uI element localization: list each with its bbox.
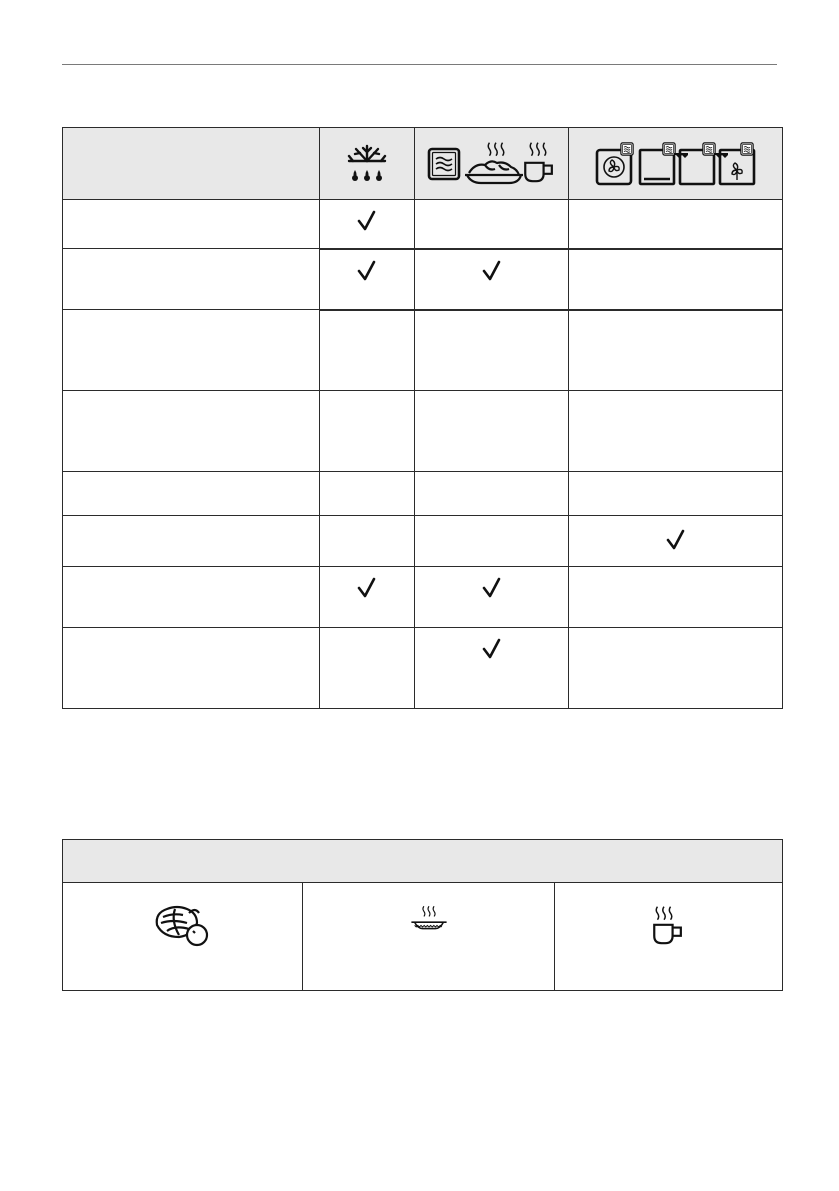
oven-check-cell bbox=[569, 628, 783, 709]
functions-table-row bbox=[63, 628, 783, 709]
row-label bbox=[63, 472, 320, 516]
functions-table-row bbox=[63, 249, 783, 310]
microwave-reheat-icon bbox=[425, 141, 559, 187]
check-icon bbox=[482, 638, 502, 660]
oven-check-cell bbox=[569, 472, 783, 516]
cup-drink-cell bbox=[555, 883, 783, 991]
plate-dish-cell bbox=[303, 883, 555, 991]
oven-check-cell bbox=[569, 516, 783, 567]
functions-table-row bbox=[63, 310, 783, 391]
oven-check-cell bbox=[569, 200, 783, 249]
header-label-cell bbox=[63, 128, 320, 200]
microwave-check-cell bbox=[415, 567, 569, 628]
microwave-check-cell bbox=[415, 391, 569, 472]
row-label bbox=[63, 200, 320, 249]
cup-drink-icon bbox=[649, 903, 689, 947]
defrost-check-cell bbox=[320, 200, 415, 249]
oven-check-cell bbox=[569, 567, 783, 628]
row-label bbox=[63, 628, 320, 709]
functions-table-row bbox=[63, 200, 783, 249]
oven-check-cell bbox=[569, 391, 783, 472]
functions-table bbox=[62, 127, 783, 709]
header-microwave-reheat-cell bbox=[415, 128, 569, 200]
top-rule bbox=[62, 64, 777, 65]
microwave-check-cell bbox=[415, 249, 569, 310]
check-icon bbox=[482, 260, 502, 282]
food-type-table bbox=[62, 839, 783, 991]
food-type-row bbox=[63, 883, 783, 991]
food-type-table-header bbox=[63, 840, 783, 883]
header-defrost-cell bbox=[320, 128, 415, 200]
header-oven-functions-cell bbox=[569, 128, 783, 200]
functions-table-header bbox=[63, 128, 783, 200]
check-icon bbox=[357, 210, 377, 232]
microwave-check-cell bbox=[415, 516, 569, 567]
defrost-check-cell bbox=[320, 249, 415, 310]
food-type-header bbox=[63, 840, 783, 883]
defrost-check-cell bbox=[320, 567, 415, 628]
microwave-check-cell bbox=[415, 310, 569, 391]
oven-check-cell bbox=[569, 249, 783, 310]
vegetables-cell bbox=[63, 883, 303, 991]
defrost-icon bbox=[345, 142, 389, 186]
check-icon bbox=[357, 260, 377, 282]
row-label bbox=[63, 516, 320, 567]
defrost-check-cell bbox=[320, 516, 415, 567]
row-label bbox=[63, 249, 320, 310]
check-icon bbox=[482, 577, 502, 599]
check-icon bbox=[357, 577, 377, 599]
plate-dish-icon bbox=[406, 905, 452, 937]
defrost-check-cell bbox=[320, 472, 415, 516]
microwave-check-cell bbox=[415, 628, 569, 709]
functions-table-row bbox=[63, 391, 783, 472]
oven-functions-icon bbox=[594, 140, 758, 188]
functions-table-row bbox=[63, 567, 783, 628]
vegetables-icon bbox=[153, 903, 213, 947]
defrost-check-cell bbox=[320, 628, 415, 709]
row-label bbox=[63, 310, 320, 391]
row-label bbox=[63, 391, 320, 472]
microwave-check-cell bbox=[415, 200, 569, 249]
check-icon bbox=[666, 529, 686, 551]
defrost-check-cell bbox=[320, 310, 415, 391]
defrost-check-cell bbox=[320, 391, 415, 472]
microwave-check-cell bbox=[415, 472, 569, 516]
row-label bbox=[63, 567, 320, 628]
functions-table-row bbox=[63, 516, 783, 567]
functions-table-row bbox=[63, 472, 783, 516]
oven-check-cell bbox=[569, 310, 783, 391]
